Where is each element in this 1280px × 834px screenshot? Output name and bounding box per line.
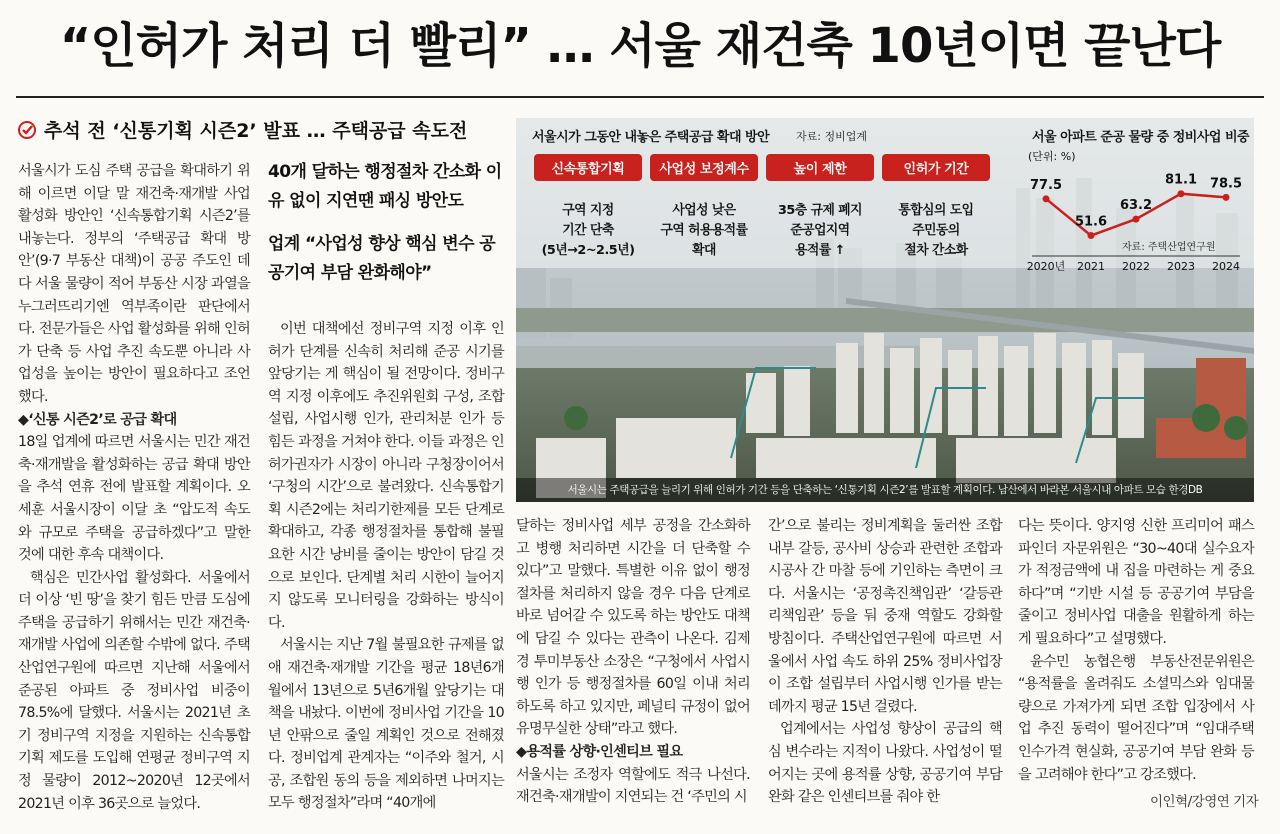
paragraph: 서울시는 지난 7월 불필요한 규제를 없애 재건축·재개발 기간을 평균 18년6개월에서 13년으로 5년6개월 앞당기는 대책을 내놨다. 이번에 정비사업 기간을 10년 안팎으로 줄일 계획인 것으로 전해졌다. 정비업계 관계자는 “이주와 철거, 시공, 조합원 동의 등을 제외하면 나머지는 모두 행정절차”라며 “40개에 (268, 637, 504, 812)
measure-card (534, 154, 642, 261)
feature-photo (516, 118, 1254, 502)
x-tick-label: 2024 (1212, 260, 1240, 273)
x-tick-label: 2020년 (1026, 260, 1066, 273)
paragraph: 윤수민 농협은행 부동산전문위원은 “용적률을 올려줘도 소셜믹스와 임대물량으로 가져가게 되면 조합 입장에서 사업 추진 동력이 떨어진다”며 “임대주택 인수가격 현실화, 공공기여 부담 완화 등을 고려해야 한다”고 강조했다. (1018, 653, 1254, 783)
measure-desc: 통합심의 도입 주민동의 절차 간소화 (898, 203, 974, 258)
paragraph: 업계에서는 사업성 향상이 공급의 핵심 변수라는 지적이 나왔다. 사업성이 떨어지는 곳에 용적률 상향, 공공기여 부담 완화 같은 인센티브를 줘야 한 (768, 721, 1002, 806)
chart-source: 자료: 주택산업연구원 (1122, 242, 1216, 253)
headline-rule (16, 96, 1264, 98)
headline: “인허가 처리 더 빨리” … 서울 재건축 10년이면 끝난다 (59, 18, 1221, 74)
photo-caption: 서울시는 주택공급을 늘리기 위해 인허가 기간 등을 단축하는 ‘신통기획 시즌2’를 발표할 계획이다. 남산에서 바라본 서울시내 아파트 모습 한경DB (516, 478, 1254, 502)
measure-label: 높이 제한 (766, 154, 874, 181)
chart-unit: (단위: %) (1028, 150, 1076, 163)
data-label: 77.5 (1029, 177, 1063, 193)
byline: 이인혁/강영연 기자 (1150, 794, 1259, 810)
measure-label: 신속통합기획 (534, 154, 642, 181)
article-column-4 (768, 515, 1002, 809)
pull-quotes (268, 158, 504, 302)
data-label: 63.2 (1119, 198, 1153, 214)
measure-desc: 사업성 낮은 구역 허용용적률 확대 (660, 203, 748, 258)
subhead (18, 116, 467, 143)
paragraph: 다는 뜻이다. 양지영 신한 프리미어 패스파인더 자문위원은 “30~40대 실수요자가 적정금액에 내 집을 마련하는 게 중요하다”며 “기반 시설 등 공공기여 부담을 줄이고 정비사업 대출을 원활하게 하는 게 필요하다”고 설명했다. (1018, 518, 1254, 647)
overlay-title: 서울시가 그동안 내놓은 주택공급 확대 방안 (532, 130, 770, 145)
check-icon (18, 121, 36, 139)
overlay-source: 자료: 정비업계 (796, 130, 867, 143)
article-column-5 (1018, 515, 1254, 786)
pull-quote: 업계 “사업성 향상 핵심 변수 공공기여 부담 완화해야” (268, 234, 496, 283)
data-point (1178, 190, 1185, 197)
x-tick-label: 2023 (1167, 260, 1195, 273)
subhead-text: 추석 전 ‘신통기획 시즌2’ 발표 … 주택공급 속도전 (44, 120, 468, 142)
data-label: 81.1 (1164, 172, 1198, 188)
paragraph: 이번 대책에선 정비구역 지정 이후 인허가 단계를 신속히 처리해 준공 시기를 앞당기는 게 핵심이 될 전망이다. 정비구역 지정 이후에도 추진위원회 구성, 조합 설립, 사업시행 인가, 관리처분 인가 등 힘든 과정을 거쳐야 한다. 이들 과정은 인허가권자가 시장이 아니라 구청장이어서 ‘구청의 시간’으로 불려왔다. 신속통합기획 시즌2에는 처리기한제를 모든 단계로 확대하고, 각종 행정절차를 통합해 불필요한 시간 낭비를 줄이는 방안이 담길 것으로 보인다. 단계별 처리 시한이 늘어지지 않도록 모니터링을 강화하는 방식이다. (268, 321, 504, 631)
chart-title: 서울 아파트 준공 물량 중 정비사업 비중 (1032, 130, 1250, 145)
pull-quote: 40개 달하는 행정절차 간소화 이유 없이 지연땐 패싱 방안도 (268, 162, 502, 211)
data-label: 51.6 (1074, 214, 1108, 230)
article-column-2 (268, 318, 504, 815)
measure-desc: 35층 규제 폐지 준공업지역 용적률 ↑ (777, 203, 863, 258)
measure-desc: 구역 지정 기간 단축 (5년→2~2.5년) (541, 203, 635, 258)
measure-card (650, 154, 758, 261)
paragraph: 달하는 정비사업 세부 공정을 간소화하고 병행 처리하면 시간을 더 단축할 수 있다”고 말했다. 특별한 이유 없이 행정절차를 처리하지 않을 경우 다음 단계로 바로 넘어갈 수 있도록 하는 방안도 대책에 담길 수 있다는 관측이 나온다. 김제경 투미부동산 소장은 “구청에서 사업시행 인가 등 행정절차를 60일 이내 처리하도록 하고 있지만, 페널티 규정이 없어 유명무실한 상태”라고 했다. (516, 518, 750, 738)
measure-label: 사업성 보정계수 (650, 154, 758, 181)
measure-label: 인허가 기간 (882, 154, 990, 181)
paragraph: 서울시는 조정자 역할에도 적극 나선다. 재건축·재개발이 지연되는 건 ‘주민의 시 (516, 766, 750, 806)
paragraph: 서울시가 도심 주택 공급을 확대하기 위해 이르면 이달 말 재건축·재개발 사업 활성화 방안인 ‘신속통합기획 시즌2’를 내놓는다. 정부의 ‘주택공급 확대 방안’(9·7 부동산 대책)이 공공 주도인 데다 서울 물량이 적어 부동산 시장 과열을 누그러뜨리기엔 역부족이란 판단에서다. 전문가들은 사업 활성화를 위해 인허가 단축 등 사업 추진 속도뿐 아니라 사업성을 높이는 방안이 필요하다고 조언했다. (18, 163, 250, 405)
line-chart (1016, 144, 1246, 284)
data-point (1223, 194, 1230, 201)
data-point (1088, 232, 1095, 239)
paragraph: 간’으로 불리는 정비계획을 둘러싼 조합 내부 갈등, 공사비 상승과 관련한 조합과 시공사 간 마찰 등에 기인하는 측면이 크다. 서울시는 ‘공정촉진책임관’ ‘갈등관리책임관’ 등을 둬 중재 역할도 강화할 방침이다. 주택산업연구원에 따르면 서울에서 사업 속도 하위 25% 정비사업장이 조합 설립부터 사업시행 인가를 받는 데까지 평균 15년 걸렸다. (768, 518, 1002, 715)
x-tick-label: 2021 (1077, 260, 1105, 273)
paragraph: 18일 업계에 따르면 서울시는 민간 재건축·재개발을 활성화하는 공급 확대 방안을 추석 연휴 전에 발표할 계획이다. 오세훈 서울시장이 이달 초 “압도적 속도와 규모로 주택을 공급하겠다”고 말한 것에 대한 후속 대책이다. (18, 434, 250, 564)
paragraph: 핵심은 민간사업 활성화다. 서울에서 더 이상 ‘빈 땅’을 찾기 힘든 만큼 도심에 주택을 공급하기 위해서는 민간 재건축·재개발 사업에 의존할 수밖에 없다. 주택산업연구원에 따르면 지난해 서울에서 준공된 아파트 중 정비사업 비중이 78.5%에 달했다. 서울시는 2021년 초기 정비구역 지정을 지원하는 신속통합기획 제도를 도입해 연평균 정비구역 지정 물량이 2012~2020년 12곳에서 2021년 이후 36곳으로 늘었다. (18, 569, 250, 812)
measure-card (766, 154, 874, 261)
data-point (1133, 216, 1140, 223)
section-heading: ◆‘신통 시즌2’로 공급 확대 (18, 411, 177, 428)
article-column-1 (18, 160, 250, 815)
measure-card (882, 154, 990, 261)
data-label: 78.5 (1209, 176, 1243, 192)
section-heading: ◆용적률 상향·인센티브 필요 (516, 743, 683, 760)
data-point (1043, 195, 1050, 202)
article-column-3 (516, 515, 750, 809)
x-tick-label: 2022 (1122, 260, 1150, 273)
